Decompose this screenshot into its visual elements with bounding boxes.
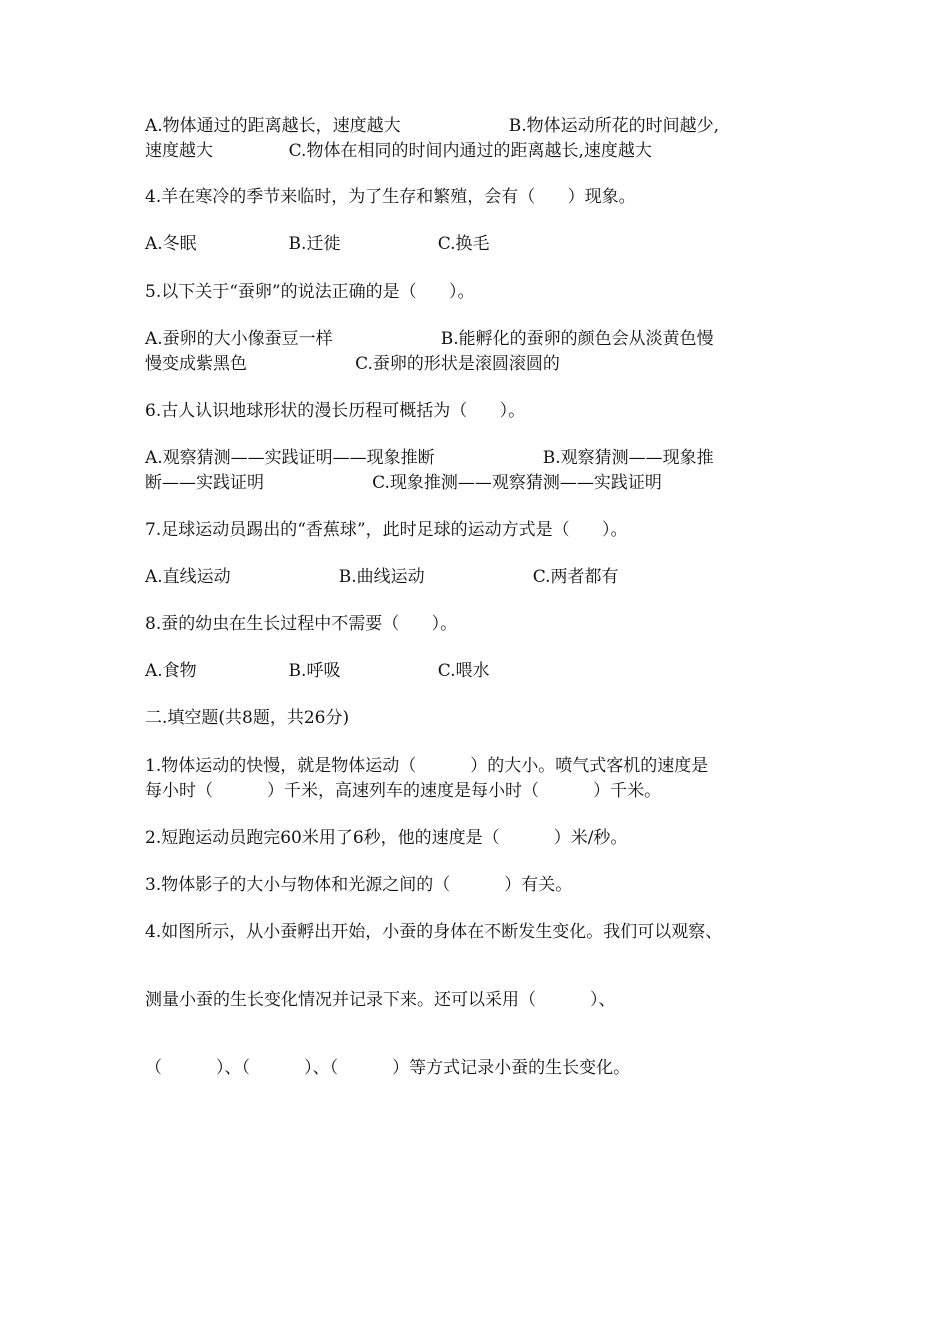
q5-options-line-1: A.蚕卵的大小像蚕豆一样 B.能孵化的蚕卵的颜色会从淡黄色慢: [145, 329, 714, 349]
q4-question: 4.羊在寒冷的季节来临时，为了生存和繁殖，会有（ ）现象。: [145, 187, 636, 207]
q8-question: 8.蚕的幼虫在生长过程中不需要（ ）。: [145, 614, 458, 634]
q6-options-line-1: A.观察猜测——实践证明——现象推断 B.观察猜测——现象推: [145, 448, 714, 468]
q5-question: 5.以下关于“蚕卵”的说法正确的是（ ）。: [145, 282, 475, 302]
fill-q1-line-1: 1.物体运动的快慢，就是物体运动（ ）的大小。喷气式客机的速度是: [145, 756, 709, 776]
fill-q4-line-3: （ ）、（ ）、（ ）等方式记录小蚕的生长变化。: [145, 1058, 631, 1078]
q7-question: 7.足球运动员踢出的“香蕉球”，此时足球的运动方式是（ ）。: [145, 520, 628, 540]
q4-options: A.冬眠 B.迁徙 C.换毛: [145, 234, 490, 254]
fill-q1-line-2: 每小时（ ）千米，高速列车的速度是每小时（ ）千米。: [145, 781, 662, 801]
q8-options: A.食物 B.呼吸 C.喂水: [145, 661, 490, 681]
fill-q2: 2.短跑运动员跑完60米用了6秒，他的速度是（ ）米/秒。: [145, 828, 628, 848]
fill-q4-line-2: 测量小蚕的生长变化情况并记录下来。还可以采用（ ）、: [145, 990, 616, 1010]
q3-options-line-2: 速度越大 C.物体在相同的时间内通过的距离越长,速度越大: [145, 141, 652, 161]
section-heading: 二.填空题(共8题，共26分): [145, 708, 350, 728]
fill-q3: 3.物体影子的大小与物体和光源之间的（ ）有关。: [145, 875, 573, 895]
q6-question: 6.古人认识地球形状的漫长历程可概括为（ ）。: [145, 401, 526, 421]
q3-options-line-1: A.物体通过的距离越长，速度越大 B.物体运动所花的时间越少,: [145, 116, 720, 136]
fill-q4-line-1: 4.如图所示，从小蚕孵出开始，小蚕的身体在不断发生变化。我们可以观察、: [145, 922, 723, 942]
q7-options: A.直线运动 B.曲线运动 C.两者都有: [145, 567, 619, 587]
q5-options-line-2: 慢变成紫黑色 C.蚕卵的形状是滚圆滚圆的: [145, 354, 560, 374]
q6-options-line-2: 断——实践证明 C.现象推测——观察猜测——实践证明: [145, 473, 662, 493]
